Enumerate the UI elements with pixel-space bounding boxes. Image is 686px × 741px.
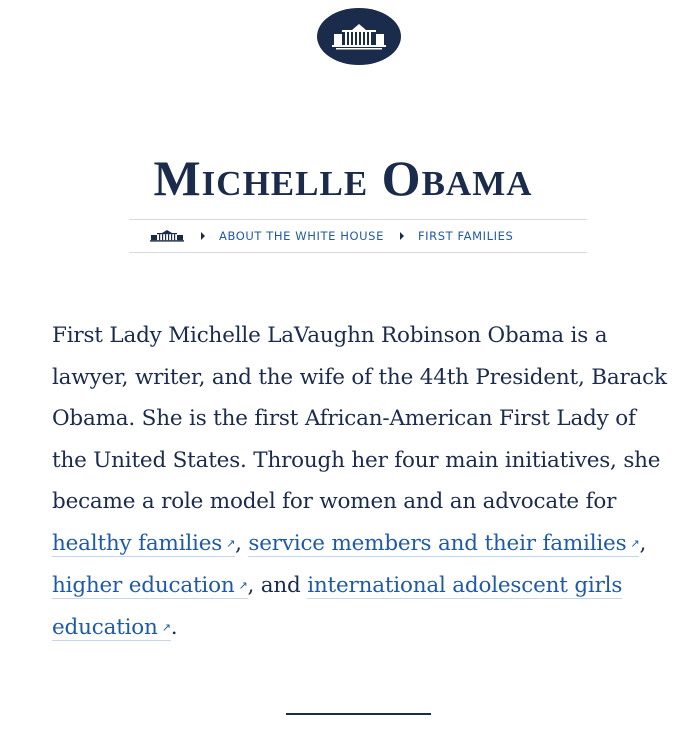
link-higher-education[interactable] bbox=[52, 573, 248, 599]
white-house-logo[interactable] bbox=[317, 8, 401, 65]
white-house-icon bbox=[149, 229, 185, 243]
external-link-icon: ↗ bbox=[630, 537, 640, 551]
link-label: higher education bbox=[52, 572, 235, 598]
bio-end-period: . bbox=[170, 614, 178, 640]
external-link-icon: ↗ bbox=[226, 537, 236, 551]
breadcrumb-about-the-white-house[interactable]: ABOUT THE WHITE HOUSE bbox=[219, 229, 384, 243]
white-house-seal-icon bbox=[328, 19, 390, 55]
chevron-right-icon bbox=[400, 232, 404, 240]
external-link-icon: ↗ bbox=[238, 578, 248, 592]
page-title: Michelle Obama bbox=[153, 150, 533, 206]
link-healthy-families[interactable] bbox=[52, 531, 235, 557]
external-link-icon: ↗ bbox=[161, 620, 171, 634]
separator-comma: , bbox=[235, 530, 249, 556]
separator-comma: , bbox=[639, 530, 647, 556]
bio-paragraph bbox=[52, 315, 676, 648]
breadcrumb-home[interactable] bbox=[149, 229, 185, 243]
link-label: international adolescent girls education bbox=[52, 572, 623, 640]
link-label: healthy families bbox=[52, 530, 223, 556]
link-label: service members and their families bbox=[248, 530, 627, 556]
breadcrumb bbox=[129, 219, 587, 253]
chevron-right-icon bbox=[201, 232, 205, 240]
separator-and: , and bbox=[247, 572, 308, 598]
bio-intro-text: First Lady Michelle LaVaughn Robinson Obama is a lawyer, writer, and the wife of the 44th President, Barack Obama. She is the first African-American First Lady of the United States. Through her four main initiatives, she became a role model for women and an advocate for bbox=[52, 323, 667, 515]
section-divider bbox=[286, 713, 431, 715]
link-service-members[interactable] bbox=[248, 531, 639, 557]
breadcrumb-first-families[interactable]: FIRST FAMILIES bbox=[417, 229, 514, 243]
